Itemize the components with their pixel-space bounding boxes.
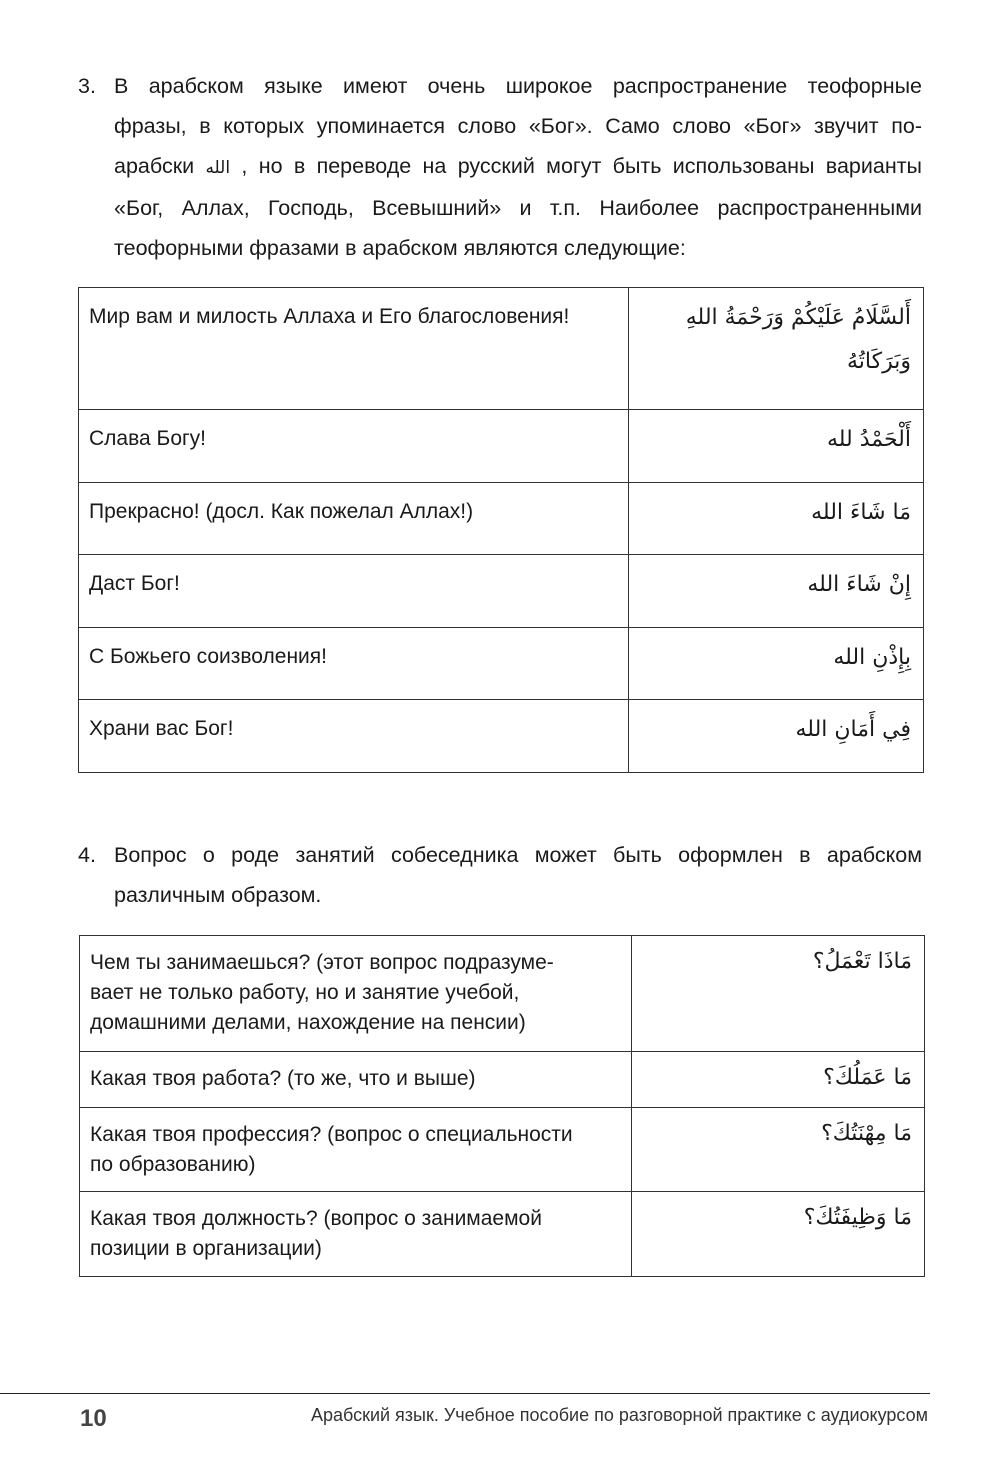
table-row <box>79 700 924 773</box>
russian-phrase-cell: Мир вам и милость Аллаха и Его благословения! <box>79 288 629 410</box>
question-line: домашними делами, нахождение на пенсии) <box>90 1011 526 1034</box>
section-3-line-2: фразы, в которых упоминается слово «Бог». Само слово «Бог» звучит по- <box>114 114 922 138</box>
table-row <box>79 555 924 628</box>
arabic-phrase-line-1: أَلسَّلَامُ عَلَيْكُمْ وَرَحْمَةُ اللهِ <box>685 305 911 330</box>
question-line: Какая твоя профессия? (вопрос о специальности <box>90 1123 573 1146</box>
arabic-question-cell: مَا مِهْنَتُكَ؟ <box>632 1108 925 1192</box>
table-row <box>80 1108 925 1192</box>
arabic-phrase-cell: فِي أَمَانِ الله <box>629 700 924 773</box>
question-line: Чем ты занимаешься? (этот вопрос подразуме- <box>90 951 554 974</box>
section-3-line-5: теофорными фразами в арабском являются следующие: <box>114 236 686 260</box>
russian-phrase-cell: Прекрасно! (досл. Как пожелал Аллах!) <box>79 483 629 555</box>
arabic-phrase-cell: مَا شَاءَ الله <box>629 483 924 555</box>
section-3-line-3-before: арабски <box>114 154 206 178</box>
section-3-paragraph <box>78 66 922 268</box>
question-line: позиции в организации) <box>90 1237 322 1260</box>
arabic-question-cell: مَا عَمَلُكَ؟ <box>632 1052 925 1108</box>
russian-question-cell <box>80 936 632 1052</box>
arabic-question-cell: مَا وَظِيفَتُكَ؟ <box>632 1192 925 1277</box>
section-3-line-3-after: , но в переводе на русский могут быть использованы варианты <box>230 154 922 178</box>
arabic-phrase-line-2: وَبَرَكَاتُهُ <box>847 349 911 374</box>
question-line: вает не только работу, но и занятие учебой, <box>90 981 520 1004</box>
question-line: Какая твоя должность? (вопрос о занимаемой <box>90 1207 542 1230</box>
arabic-phrase-cell: بِإِذْنِ الله <box>629 628 924 700</box>
arabic-phrase-cell <box>629 288 924 410</box>
table-row <box>80 936 925 1052</box>
table-row <box>80 1192 925 1277</box>
section-3-line-3 <box>78 146 922 188</box>
arabic-phrase-cell: إِنْ شَاءَ الله <box>629 555 924 628</box>
section-4-number: 4. <box>78 843 96 867</box>
page-number: 10 <box>80 1405 107 1432</box>
table-row <box>79 288 924 410</box>
arabic-phrase-cell: أَلْحَمْدُ لله <box>629 410 924 483</box>
russian-question-cell <box>80 1052 632 1108</box>
arabic-question-cell: مَاذَا تَعْمَلُ؟ <box>632 936 925 1052</box>
table-row <box>80 1052 925 1108</box>
footer-divider <box>0 1393 930 1394</box>
question-line: по образованию) <box>90 1153 256 1176</box>
russian-phrase-cell: Даст Бог! <box>79 555 629 628</box>
footer-book-title: Арабский язык. Учебное пособие по разговорной практике с аудиокурсом <box>310 1405 928 1425</box>
section-3-line-1: В арабском языке имеют очень широкое распространение теофорные <box>114 74 922 98</box>
occupation-questions-table <box>79 935 925 1277</box>
section-3-number: 3. <box>78 74 96 98</box>
question-line: Какая твоя работа? (то же, что и выше) <box>90 1067 476 1090</box>
section-4-line-2: различным образом. <box>114 883 322 907</box>
table-row <box>79 483 924 555</box>
russian-question-cell <box>80 1108 632 1192</box>
section-4-paragraph <box>78 835 922 915</box>
section-4-line-1: Вопрос о роде занятий собеседника может быть оформлен в арабском <box>114 843 922 867</box>
allah-word-arabic: الله <box>205 158 231 178</box>
russian-phrase-cell: Слава Богу! <box>79 410 629 483</box>
table-row <box>79 410 924 483</box>
theophoric-phrases-table <box>78 287 924 773</box>
russian-question-cell <box>80 1192 632 1277</box>
russian-phrase-cell: С Божьего соизволения! <box>79 628 629 700</box>
section-3-line-4: «Бог, Аллах, Господь, Всевышний» и т.п. Наиболее распространенными <box>114 196 922 220</box>
table-row <box>79 628 924 700</box>
russian-phrase-cell: Храни вас Бог! <box>79 700 629 773</box>
